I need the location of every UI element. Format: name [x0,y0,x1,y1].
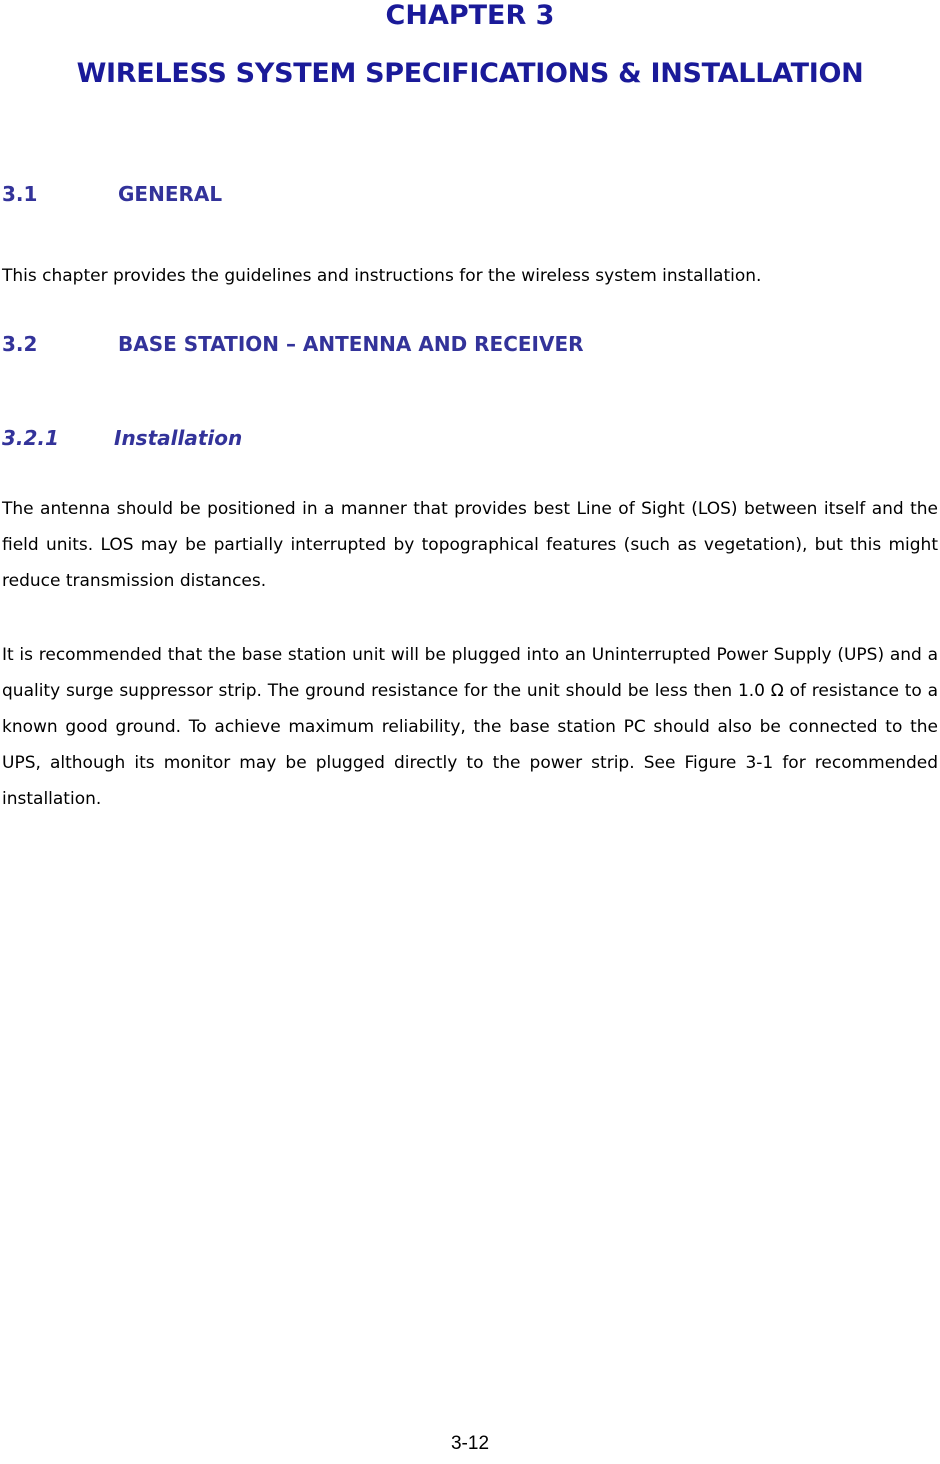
section-heading-general [2,181,222,207]
section-title: GENERAL [118,182,223,206]
section-general-paragraph: This chapter provides the guidelines and instructions for the wireless system installation. [2,266,762,286]
installation-paragraph-ups: It is recommended that the base station unit will be plugged into an Uninterrupted Power Supply (UPS) and a quality surge suppressor strip. The ground resistance for the unit should be less then 1.0 Ω of resistance to a known good ground. To achieve maximum reliability, the base station PC should also be connected to the UPS, although its monitor may be plugged directly to the power strip. See Figure 3-1 for recommended installation. [2,645,938,809]
subsection-number: 3.2.1 [2,426,59,450]
subsection-heading-installation [2,425,242,451]
section-number: 3.2 [2,332,38,356]
page-number: 3-12 [450,1433,490,1454]
section-heading-base-station [2,331,584,357]
subsection-title: Installation [114,426,243,450]
section-number: 3.1 [2,182,38,206]
chapter-title: WIRELESS SYSTEM SPECIFICATIONS & INSTALLATION [76,58,864,89]
installation-paragraph-los: The antenna should be positioned in a manner that provides best Line of Sight (LOS) between itself and the field units. LOS may be partially interrupted by topographical features (such as vegetation), but this might reduce transmission distances. [2,499,938,591]
section-title: BASE STATION – ANTENNA AND RECEIVER [118,332,584,356]
chapter-number: CHAPTER 3 [385,0,555,31]
